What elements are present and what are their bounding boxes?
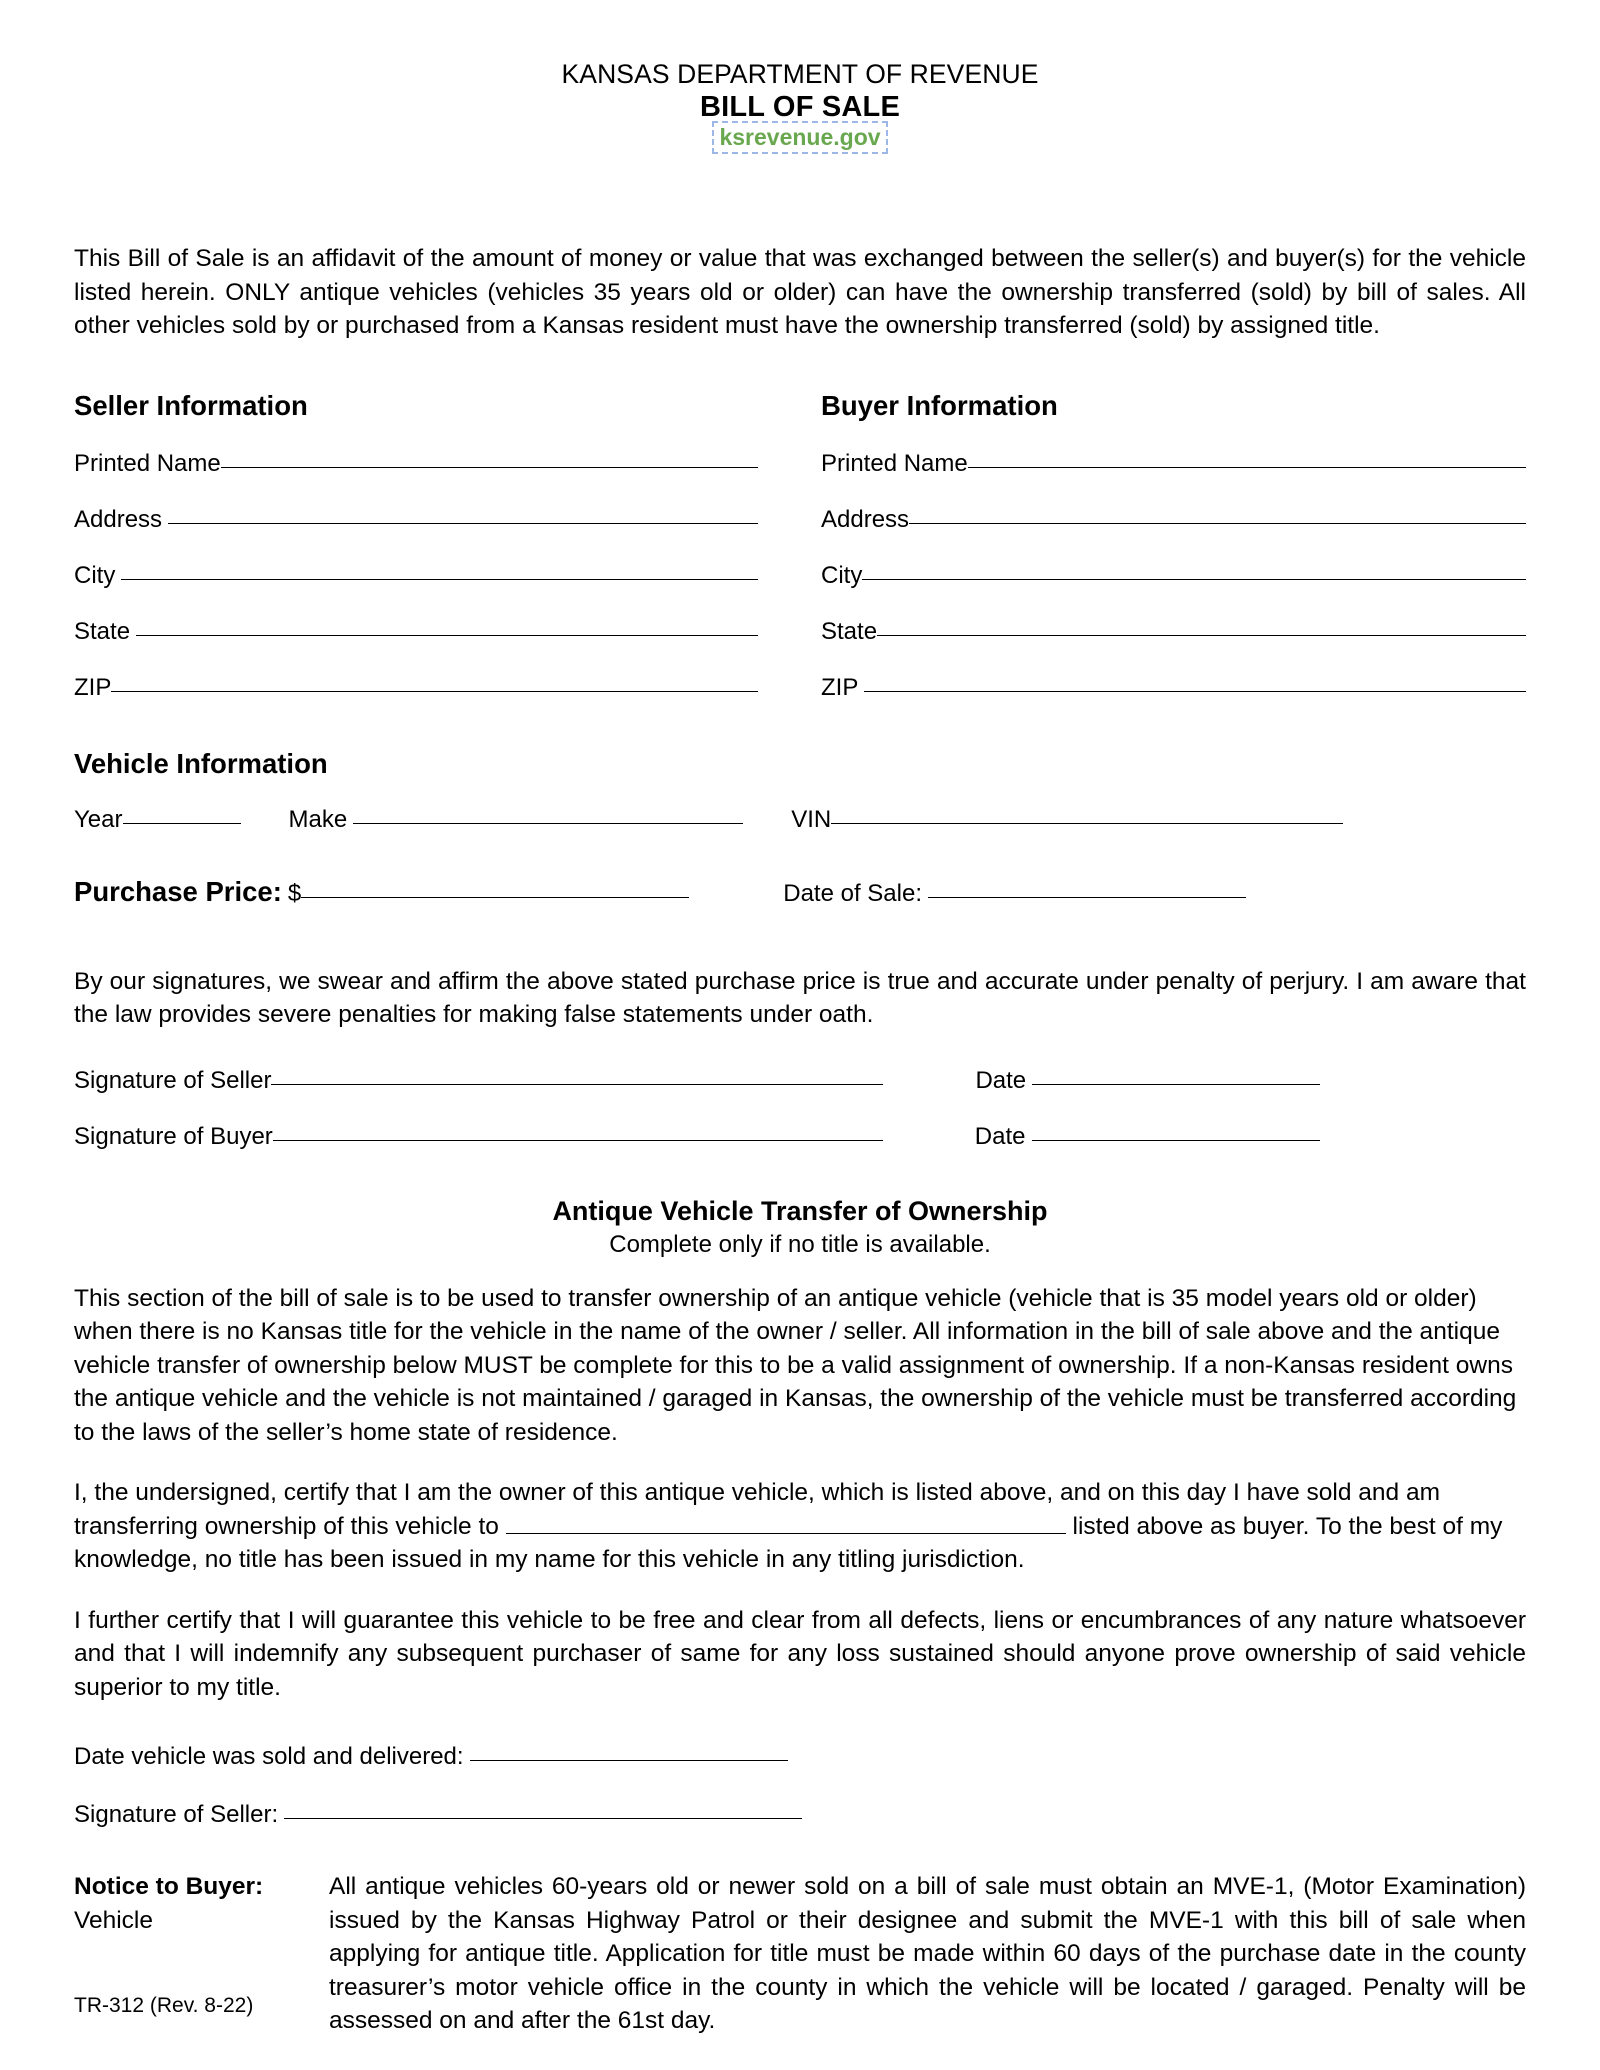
buyer-information-heading: Buyer Information	[821, 389, 1058, 421]
notice-to-buyer-label: Notice to Buyer:	[74, 1873, 264, 1900]
document-body	[74, 0, 1526, 2038]
antique-date-sold-row	[74, 1742, 1526, 1772]
seller-state-input[interactable]	[136, 635, 758, 636]
buyer-signature-row	[74, 1122, 1526, 1152]
buyer-city-label: City	[821, 561, 863, 589]
buyer-city-row	[821, 561, 1526, 591]
ksrevenue-website-link[interactable]: ksrevenue.gov	[712, 121, 887, 154]
seller-state-row	[74, 617, 800, 647]
seller-signature-input[interactable]	[271, 1084, 883, 1085]
antique-transfer-subheading: Complete only if no title is available.	[609, 1230, 991, 1258]
seller-address-row	[74, 505, 800, 535]
vehicle-year-input[interactable]	[123, 823, 241, 824]
seller-date-label: Date	[975, 1066, 1027, 1094]
purchase-price-label: Purchase Price:	[74, 875, 282, 907]
buyer-state-input[interactable]	[877, 635, 1526, 636]
vehicle-year-label: Year	[74, 805, 123, 833]
form-number-footer: TR-312 (Rev. 8-22)	[74, 1994, 254, 2017]
antique-paragraph-2-part-2: listed above as buyer. To the best of my knowledge, no title has been issued in my name for this vehicle in any titling jurisdiction.	[74, 1512, 1503, 1573]
page-title: BILL OF SALE	[699, 91, 901, 123]
seller-city-label: City	[74, 561, 116, 589]
seller-state-label: State	[74, 617, 131, 645]
vehicle-information-section	[74, 747, 1526, 835]
purchase-price-input[interactable]	[301, 897, 689, 898]
seller-information-column	[74, 389, 800, 703]
buyer-printed-name-row	[821, 449, 1526, 479]
antique-buyer-name-input[interactable]	[506, 1514, 1066, 1534]
vehicle-vin-input[interactable]	[831, 823, 1343, 824]
buyer-date-input[interactable]	[1032, 1140, 1320, 1141]
buyer-date-label: Date	[974, 1122, 1026, 1150]
vehicle-make-input[interactable]	[353, 823, 743, 824]
seller-date-input[interactable]	[1032, 1084, 1320, 1085]
notice-to-buyer-body: All antique vehicles 60-years old or newer sold on a bill of sale must obtain an MVE-1, (Motor Examination) issued by the Kansas Highway Patrol or their designee and submit the MVE-1 with this bill of sale when applying for antique title. Application for title must be made within 60 days of the purchase date in the county treasurer’s motor vehicle office in the county in which the vehicle will be located / garaged. Penalty will be assessed on and after the 61st day.	[329, 1873, 1526, 2034]
buyer-address-row	[821, 505, 1526, 535]
date-of-sale-label: Date of Sale:	[783, 879, 922, 907]
party-info-section	[74, 389, 1526, 703]
antique-date-sold-label: Date vehicle was sold and delivered:	[74, 1743, 464, 1770]
vehicle-information-heading: Vehicle Information	[74, 747, 328, 779]
buyer-printed-name-label: Printed Name	[821, 449, 968, 477]
notice-to-buyer-label-second-line: Vehicle	[74, 1906, 154, 1934]
antique-paragraph-3: I further certify that I will guarantee this vehicle to be free and clear from all defects, liens or encumbrances of any nature whatsoever and that I will indemnify any subsequent purchaser of same for any loss sustained should anyone prove ownership of said vehicle superior to my title.	[74, 1606, 1526, 1701]
signature-of-seller-label: Signature of Seller	[74, 1066, 272, 1094]
notice-to-buyer-section	[74, 1870, 1526, 2038]
antique-seller-signature-row	[74, 1800, 1526, 1830]
seller-zip-label: ZIP	[74, 673, 112, 701]
seller-printed-name-label: Printed Name	[74, 449, 221, 477]
website-link-container	[74, 121, 1526, 158]
buyer-information-column	[800, 389, 1526, 703]
seller-printed-name-input[interactable]	[221, 467, 758, 468]
buyer-printed-name-input[interactable]	[968, 467, 1526, 468]
affirmation-paragraph: By our signatures, we swear and affirm the above stated purchase price is true and accurate under penalty of perjury. I am aware that the law provides severe penalties for making false statements under oath.	[74, 967, 1526, 1028]
date-of-sale-input[interactable]	[928, 897, 1246, 898]
seller-address-input[interactable]	[168, 523, 758, 524]
seller-city-row	[74, 561, 800, 591]
purchase-price-row	[74, 877, 1526, 909]
buyer-zip-input[interactable]	[864, 691, 1526, 692]
seller-address-label: Address	[74, 505, 163, 533]
antique-date-sold-input[interactable]	[470, 1760, 788, 1761]
seller-signature-row	[74, 1066, 1526, 1096]
antique-paragraph-2	[74, 1476, 1526, 1577]
buyer-address-input[interactable]	[909, 523, 1526, 524]
buyer-address-label: Address	[821, 505, 910, 533]
antique-signature-of-seller-label: Signature of Seller:	[74, 1801, 279, 1828]
antique-paragraph-2-part-1: I, the undersigned, certify that I am the owner of this antique vehicle, which is listed above, and on this day I have sold and am transferring ownership of this vehicle to	[74, 1479, 1440, 1540]
seller-printed-name-row	[74, 449, 800, 479]
buyer-signature-input[interactable]	[273, 1140, 883, 1141]
seller-city-input[interactable]	[121, 579, 758, 580]
intro-paragraph: This Bill of Sale is an affidavit of the amount of money or value that was exchanged between the seller(s) and buyer(s) for the vehicle listed herein. ONLY antique vehicles (vehicles 35 years old or older) can have the ownership transferred (sold) by bill of sales. All other vehicles sold by or purchased from a Kansas resident must have the ownership transferred (sold) by assigned title.	[74, 245, 1526, 339]
seller-zip-input[interactable]	[111, 691, 758, 692]
buyer-city-input[interactable]	[862, 579, 1526, 580]
buyer-state-label: State	[821, 617, 878, 645]
antique-paragraph-1: This section of the bill of sale is to be used to transfer ownership of an antique vehicle (vehicle that is 35 model years old or older) when there is no Kansas title for the vehicle in the name of the owner / seller. All information in the bill of sale above and the antique vehicle transfer of ownership below MUST be complete for this to be a valid assignment of ownership. If a non-Kansas resident owns the antique vehicle and the vehicle is not maintained / garaged in Kansas, the ownership of the vehicle must be transferred according to the laws of the seller’s home state of residence.	[74, 1284, 1517, 1446]
buyer-state-row	[821, 617, 1526, 647]
seller-information-heading: Seller Information	[74, 389, 308, 421]
document-header	[74, 0, 1526, 158]
vehicle-make-label: Make	[288, 805, 348, 833]
antique-seller-signature-input[interactable]	[284, 1818, 802, 1819]
signature-of-buyer-label: Signature of Buyer	[74, 1122, 273, 1150]
agency-name: KANSAS DEPARTMENT OF REVENUE	[561, 59, 1039, 89]
buyer-zip-label: ZIP	[821, 673, 859, 701]
currency-symbol: $	[287, 879, 302, 907]
antique-transfer-heading: Antique Vehicle Transfer of Ownership	[552, 1195, 1048, 1226]
seller-zip-row	[74, 673, 800, 703]
vehicle-details-row	[74, 805, 1526, 835]
vehicle-vin-label: VIN	[791, 805, 832, 833]
buyer-zip-row	[821, 673, 1526, 703]
